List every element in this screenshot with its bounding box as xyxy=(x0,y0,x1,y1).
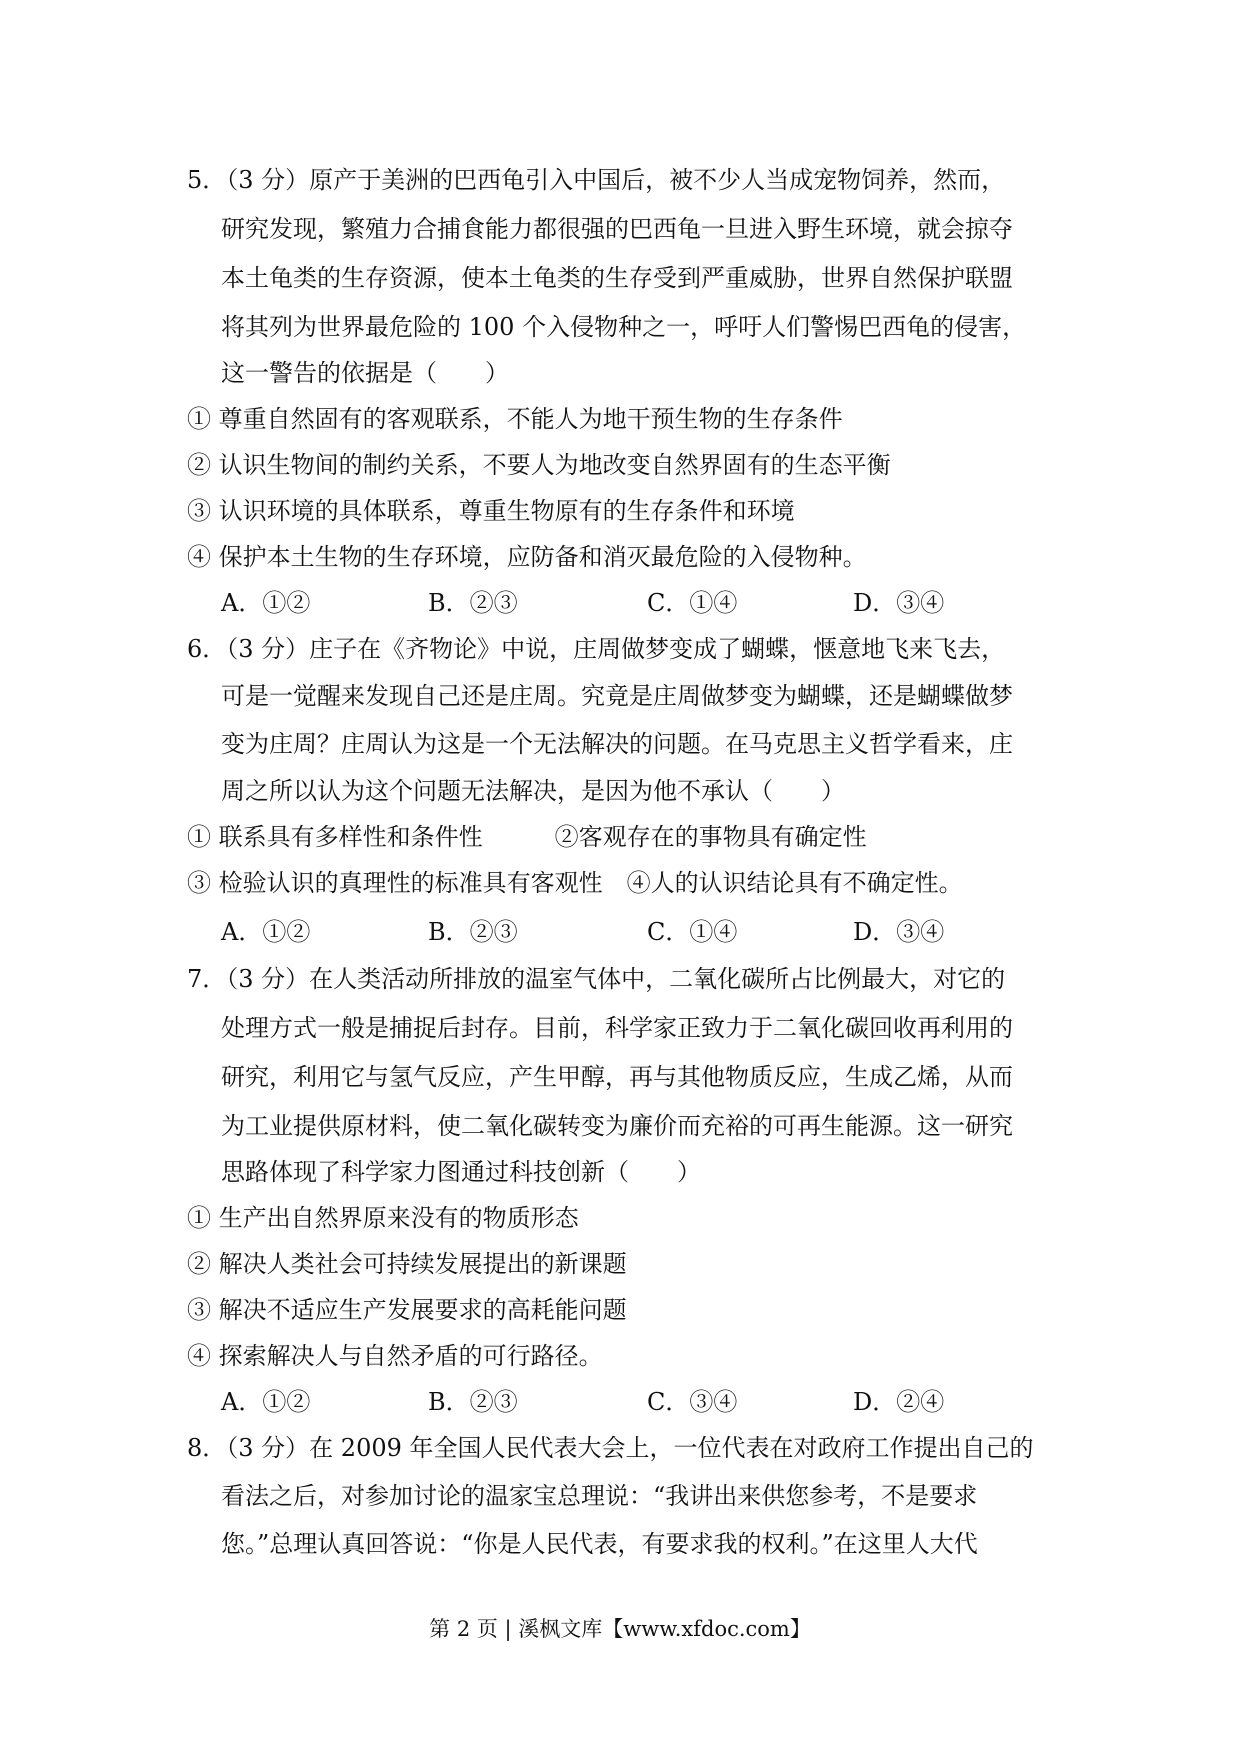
option-c: C．①④ xyxy=(647,918,738,946)
question-text: （3 分）原产于美洲的巴西龟引入中国后，被不少人当成宠物饲养，然而， xyxy=(226,166,1006,194)
option-b: B．②③ xyxy=(428,1388,518,1416)
statement: ① 尊重自然固有的客观联系，不能人为地干预生物的生存条件 xyxy=(187,405,843,433)
option-b: B．②③ xyxy=(428,918,518,946)
question-line: 处理方式一般是捕捉后封存。目前，科学家正致力于二氧化碳回收再利用的 xyxy=(221,1014,1013,1042)
question-line: 研究，利用它与氢气反应，产生甲醇，再与其他物质反应，生成乙烯，从而 xyxy=(221,1063,1013,1091)
question-line: 为工业提供原材料，使二氧化碳转变为廉价而充裕的可再生能源。这一研究 xyxy=(221,1112,1013,1140)
option-a: A．①② xyxy=(221,589,311,617)
question-line: 看法之后，对参加讨论的温家宝总理说：“我讲出来供您参考，不是要求 xyxy=(221,1482,978,1510)
question-number: 7． xyxy=(187,965,227,993)
question-line: 周之所以认为这个问题无法解决，是因为他不承认（ ） xyxy=(221,777,845,805)
option-c: C．③④ xyxy=(647,1388,738,1416)
question-text: （3 分）庄子在《齐物论》中说，庄周做梦变成了蝴蝶，惬意地飞来飞去， xyxy=(226,635,1006,663)
question-text: （3 分）在 2009 年全国人民代表大会上，一位代表在对政府工作提出自己的 xyxy=(226,1434,1034,1462)
page-footer: 第 2 页 | 溪枫文库【www.xfdoc.com】 xyxy=(429,1617,811,1641)
statement: ① 联系具有多样性和条件性 ②客观存在的事物具有确定性 xyxy=(187,823,867,851)
option-d: D．③④ xyxy=(853,589,945,617)
option-d: D．③④ xyxy=(853,918,945,946)
statement: ① 生产出自然界原来没有的物质形态 xyxy=(187,1204,579,1232)
question-line: 思路体现了科学家力图通过科技创新（ ） xyxy=(221,1158,701,1186)
question-line: 变为庄周？庄周认为这是一个无法解决的问题。在马克思主义哲学看来，庄 xyxy=(221,730,1013,758)
question-line: 本土龟类的生存资源，使本土龟类的生存受到严重威胁，世界自然保护联盟 xyxy=(221,264,1013,292)
option-a: A．①② xyxy=(221,1388,311,1416)
question-number: 6． xyxy=(187,635,227,663)
question-line xyxy=(187,633,1005,665)
question-number: 8． xyxy=(187,1434,227,1462)
statement: ③ 认识环境的具体联系，尊重生物原有的生存条件和环境 xyxy=(187,497,795,525)
statement: ③ 解决不适应生产发展要求的高耗能问题 xyxy=(187,1296,627,1324)
option-a: A．①② xyxy=(221,918,311,946)
question-number: 5． xyxy=(187,166,227,194)
statement: ④ 保护本土生物的生存环境，应防备和消灭最危险的入侵物种。 xyxy=(187,543,867,571)
statement: ② 认识生物间的制约关系，不要人为地改变自然界固有的生态平衡 xyxy=(187,451,891,479)
statement: ② 解决人类社会可持续发展提出的新课题 xyxy=(187,1250,627,1278)
statement: ③ 检验认识的真理性的标准具有客观性 ④人的认识结论具有不确定性。 xyxy=(187,869,963,897)
question-line xyxy=(187,164,1005,196)
option-c: C．①④ xyxy=(647,589,738,617)
option-d: D．②④ xyxy=(853,1388,945,1416)
question-line: 您。”总理认真回答说：“你是人民代表，有要求我的权利。”在这里人大代 xyxy=(221,1530,978,1558)
option-b: B．②③ xyxy=(428,589,518,617)
question-line: 将其列为世界最危险的 100 个入侵物种之一，呼吁人们警惕巴西龟的侵害， xyxy=(221,313,1027,341)
question-line xyxy=(187,963,1005,995)
question-line: 研究发现，繁殖力合捕食能力都很强的巴西龟一旦进入野生环境，就会掠夺 xyxy=(221,215,1013,243)
question-line: 这一警告的依据是（ ） xyxy=(221,359,509,387)
question-text: （3 分）在人类活动所排放的温室气体中，二氧化碳所占比例最大，对它的 xyxy=(226,965,1006,993)
statement: ④ 探索解决人与自然矛盾的可行路径。 xyxy=(187,1342,603,1370)
question-line: 可是一觉醒来发现自己还是庄周。究竟是庄周做梦变为蝴蝶，还是蝴蝶做梦 xyxy=(221,682,1013,710)
question-line xyxy=(187,1432,1034,1464)
